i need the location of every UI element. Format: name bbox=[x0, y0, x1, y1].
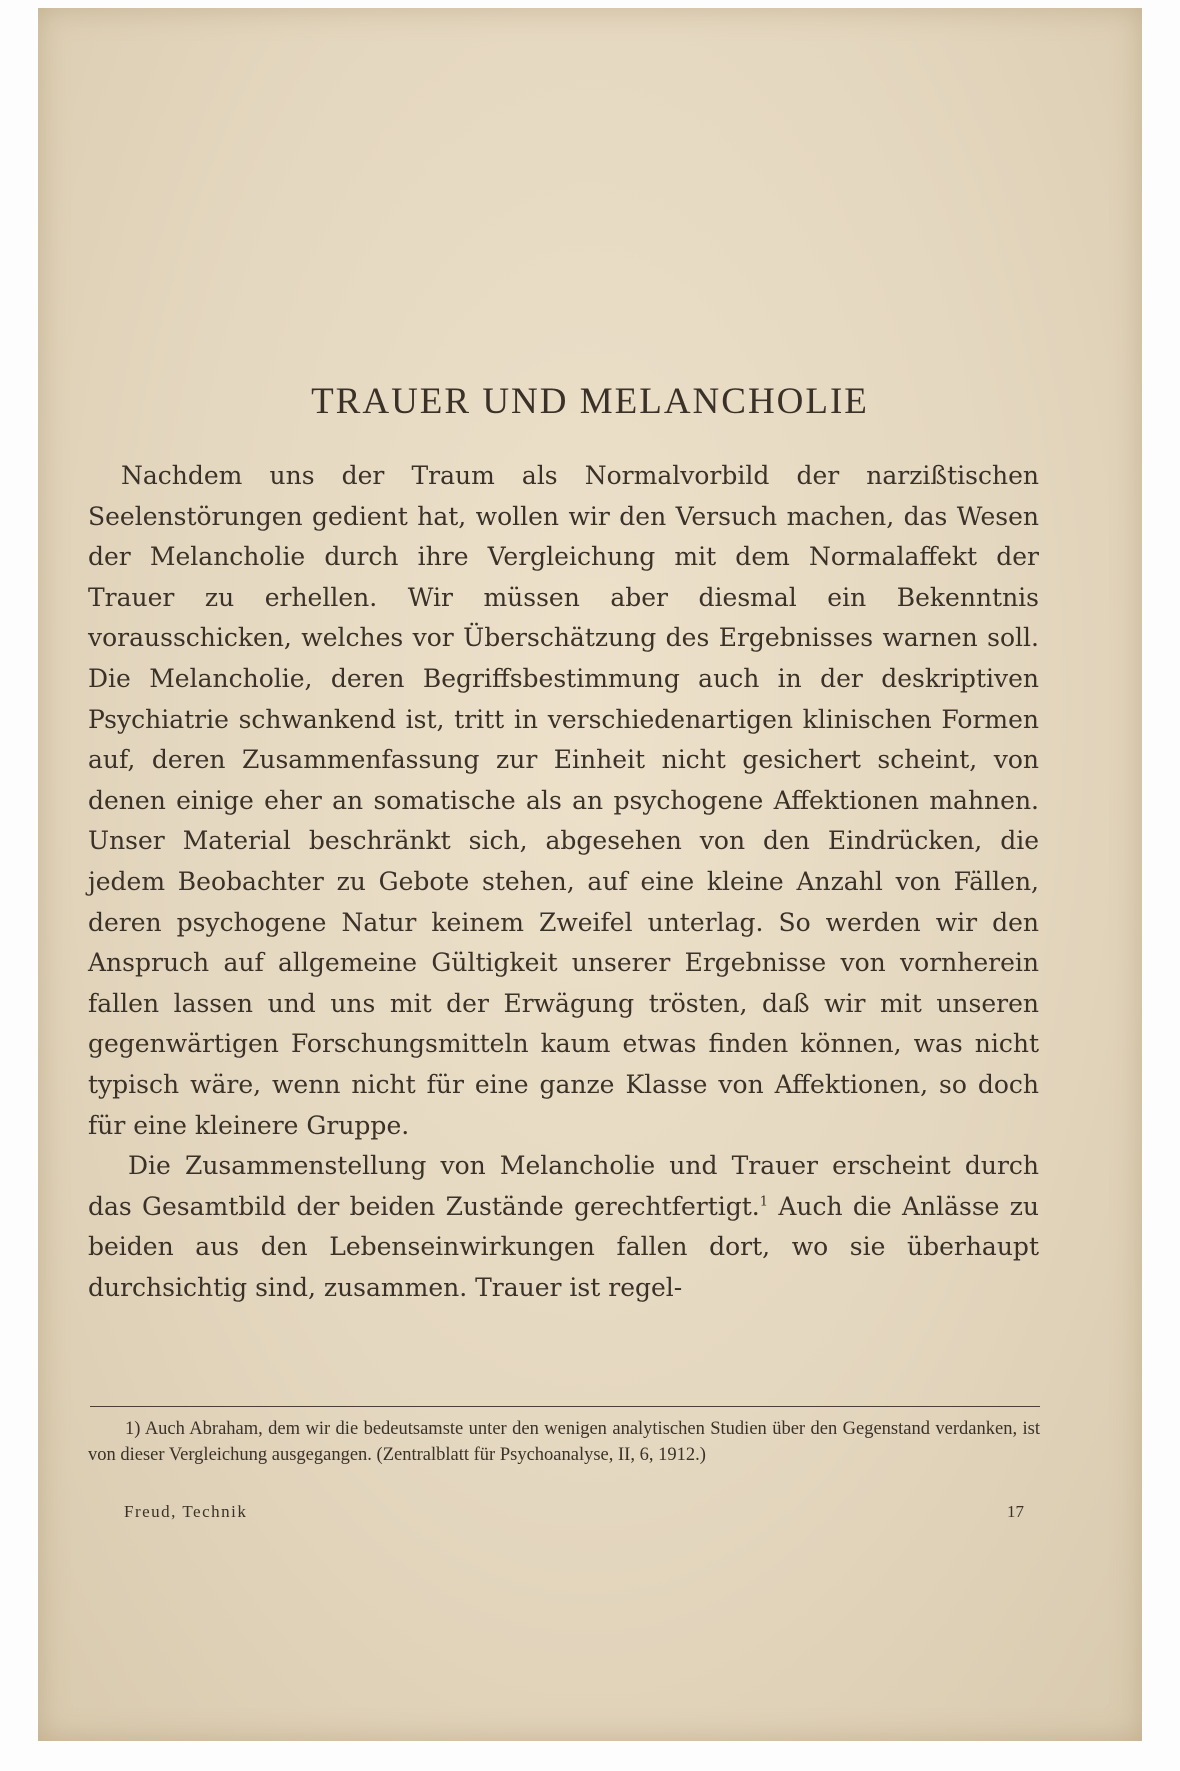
chapter-title: TRAUER UND MELANCHOLIE bbox=[311, 381, 869, 422]
footnote-text: 1) Auch Abraham, dem wir die bedeutsamste unter den wenigen analytischen Studien über den Gegenstand verdanken, ist von dieser Vergleichung ausgegangen. (Zentralblatt für Psychoanalyse, II, 6, 1912.) bbox=[88, 1419, 1040, 1465]
body-text bbox=[88, 456, 1039, 1308]
footnote bbox=[88, 1416, 1040, 1468]
paragraph-2 bbox=[88, 1146, 1039, 1308]
page-number: 17 bbox=[1007, 1502, 1024, 1521]
paragraph-1: Nachdem uns der Traum als Normalvorbild der narzißtischen Seelenstörungen gedient hat, wollen wir den Versuch machen, das Wesen der Melancholie durch ihre Vergleichung mit dem Normalaffekt der Trauer zu erhellen. Wir müssen aber diesmal ein Bekenntnis vorausschicken, welches vor Überschätzung des Ergebnisses warnen soll. Die Melancholie, deren Begriffsbestimmung auch in der deskriptiven Psychiatrie schwankend ist, tritt in verschiedenartigen klinischen Formen auf, deren Zusammenfassung zur Einheit nicht gesichert scheint, von denen einige eher an somatische als an psychogene Affektionen mahnen. Unser Material beschränkt sich, abgesehen von den Eindrücken, die jedem Beobachter zu Gebote stehen, auf eine kleine Anzahl von Fällen, deren psychogene Natur keinem Zweifel unterlag. So werden wir den Anspruch auf allgemeine Gültigkeit unserer Ergebnisse von vornherein fallen lassen und uns mit der Erwägung trösten, daß wir mit unseren gegenwärtigen Forschungsmitteln kaum etwas finden können, was nicht typisch wäre, wenn nicht für eine ganze Klasse von Affektionen, so doch für eine kleinere Gruppe. bbox=[88, 461, 1039, 1140]
footnote-marker: 1 bbox=[759, 1194, 769, 1210]
footnote-divider bbox=[90, 1406, 1040, 1407]
paragraph-2-continuation: Auch die Anlässe zu beiden aus den Lebenseinwirkungen fallen dort, wo sie überhaupt durchsichtig sind, zusammen. Trauer ist regel- bbox=[88, 1191, 1040, 1302]
book-page bbox=[38, 8, 1142, 1741]
signature-mark: Freud, Technik bbox=[124, 1502, 248, 1521]
paragraph-2-text: Die Zusammenstellung von Melancholie und Trauer erscheint durch das Gesamtbild der beiden Zustände gerechtfertigt. bbox=[88, 1151, 1039, 1221]
